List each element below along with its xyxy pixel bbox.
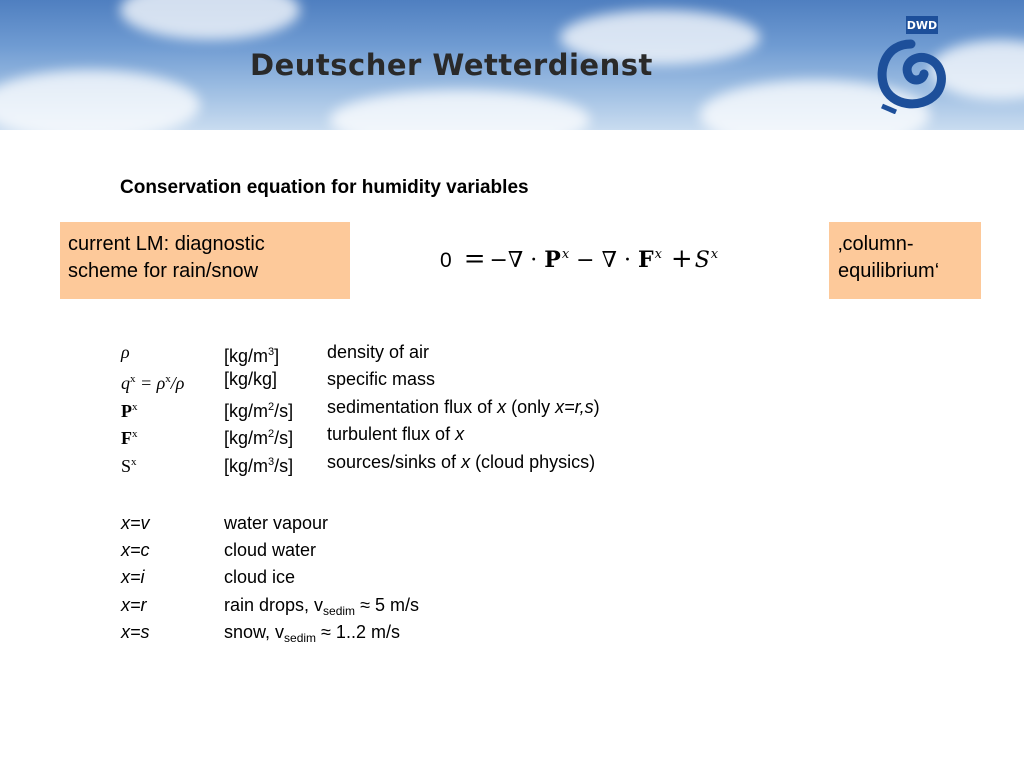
slide-heading: Conservation equation for humidity variables xyxy=(120,177,529,198)
superscript-x: x xyxy=(710,247,719,262)
note-line-1: ‚column- xyxy=(838,233,914,255)
header-banner xyxy=(0,0,1024,130)
unit: $[kg/m^3/s]$ xyxy=(224,456,294,476)
description: turbulent flux of x xyxy=(327,424,465,444)
description: sources/sinks of x (cloud physics) xyxy=(327,452,596,472)
species-desc: snow, $v_{sedim} \approx 1..2$ m/s xyxy=(224,622,400,645)
unit: $[kg/m^3]$ xyxy=(224,346,280,366)
unit: $[kg/m^2/s]$ xyxy=(224,428,294,448)
superscript-x: x xyxy=(654,247,662,262)
symbol: ρ xyxy=(121,342,130,362)
column-equilibrium-note xyxy=(829,222,981,299)
plus-sign: + xyxy=(670,244,693,274)
unit: $[kg/m^2/s]$ xyxy=(224,401,294,421)
species-desc: cloud water xyxy=(224,540,317,560)
equation-lhs: 0 xyxy=(440,249,452,272)
source-s: S xyxy=(694,248,710,273)
divergence-term-2: − ∇ · xyxy=(576,248,631,273)
species-desc: water vapour xyxy=(224,513,329,533)
flux-f: F xyxy=(637,247,654,273)
note-line-1: current LM: diagnostic xyxy=(68,233,265,255)
species-desc: cloud ice xyxy=(224,567,296,587)
species-key: x=s xyxy=(121,622,150,642)
description: density of air xyxy=(327,342,430,362)
species-key: x=c xyxy=(121,540,150,560)
divergence-term-1: −∇ · xyxy=(489,248,538,273)
species-key: x=v xyxy=(121,513,150,533)
conservation-equation xyxy=(440,244,718,274)
symbol: $q^x = \rho^x/\rho$ xyxy=(121,373,185,393)
dwd-logo xyxy=(876,14,946,114)
superscript-x: x xyxy=(561,247,570,262)
description: specific mass xyxy=(327,369,436,389)
symbol: $S^x$ xyxy=(121,456,137,476)
logo-text: DWD xyxy=(906,19,938,32)
symbol: $P^x$ xyxy=(121,401,138,421)
banner-title: Deutscher Wetterdienst xyxy=(250,48,653,82)
diagnostic-scheme-note xyxy=(60,222,350,299)
equals-sign: = xyxy=(463,244,486,274)
note-line-2: equilibrium‘ xyxy=(838,260,940,282)
species-desc: rain drops, $v_{sedim} \approx 5$ m/s xyxy=(224,595,419,618)
description: sedimentation flux of x (only x=r,s) xyxy=(327,397,600,417)
dwd-logo-icon xyxy=(876,14,946,114)
flux-p: P xyxy=(544,247,561,273)
unit: [kg/kg] xyxy=(224,369,278,389)
note-line-2: scheme for rain/snow xyxy=(68,260,259,282)
symbol: $F^x$ xyxy=(121,428,138,448)
species-key: x=i xyxy=(121,567,145,587)
species-key: x=r xyxy=(121,595,147,615)
